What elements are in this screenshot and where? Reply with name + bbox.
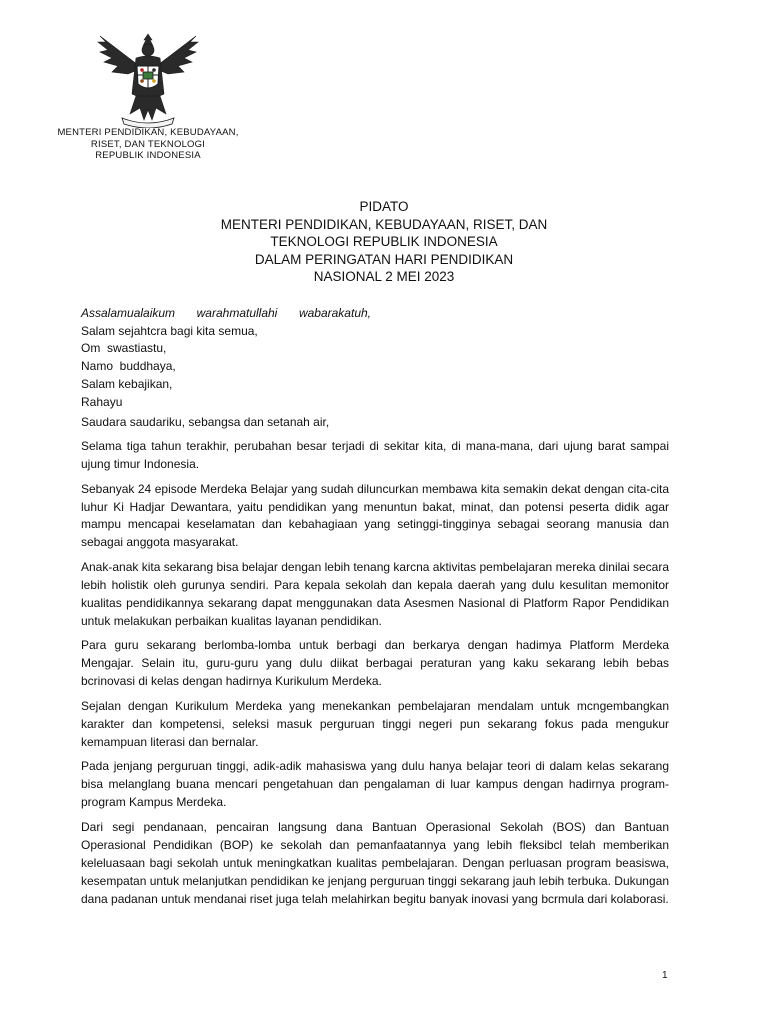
- salutation: Saudara saudariku, sebangsa dan setanah air,: [81, 415, 330, 429]
- paragraph-4: Para guru sekarang berlomba-lomba untuk berbagi dan berkarya dengan hadimya Platform Merdeka Mengajar. Selain itu, guru-guru yang dulu diikat berbagai peraturan yang kaku sekarang lebih bebas bcrinovasi di kelas dengan hadirnya Kurikulum Merdeka.: [81, 638, 669, 689]
- paragraph-3: Anak-anak kita sekarang bisa belajar dengan lebih tenang karcna aktivitas pembelajaran mereka dinilai secara lebih holistik oleh gurunya sendiri. Para kepala sekolah dan kepala daerah yang dulu kesulitan memonitor kualitas pendidikannya sekarang dapat menggunakan data Asesmen Nasional di Platform Rapor Pendidikan untuk melakukan perbaikan kualitas layanan pendidikan.: [81, 560, 669, 628]
- greeting-line-5: Rahayu: [81, 394, 123, 409]
- ministry-line-1: MENTERI PENDIDIKAN, KEBUDAYAAN,: [57, 127, 239, 138]
- title-line-5: NASIONAL 2 MEI 2023: [313, 269, 455, 284]
- greeting-line-1: Salam sejahtcra bagi kita semua,: [81, 323, 258, 338]
- title-line-4: DALAM PERINGATAN HARI PENDIDIKAN: [254, 251, 514, 267]
- title-line-1: PIDATO: [359, 199, 409, 214]
- ministry-header: [40, 127, 256, 162]
- greeting-line-3: Namo buddhaya,: [81, 359, 176, 374]
- paragraph-1: Selama tiga tahun terakhir, perubahan besar terjadi di sekitar kita, di mana-mana, dari ujung barat sampai ujung timur Indonesia.: [81, 439, 669, 471]
- greeting-word-2: warahmatullahi: [196, 306, 278, 320]
- greeting-word-3: wabarakatuh,: [298, 306, 371, 320]
- greeting-word-1: Assalamualaikum: [81, 306, 176, 320]
- paragraph-5: Sejalan dengan Kurikulum Merdeka yang menekankan pembelajaran mendalam untuk mcngembangkan karakter dan kompetensi, seleksi masuk perguruan tinggi negeri pun sekarang fokus pada mengukur kemampuan literasi dan bernalar.: [81, 698, 669, 749]
- garuda-emblem-icon: [92, 28, 204, 128]
- paragraph-7: Dari segi pendanaan, pencairan langsung dana Bantuan Operasional Sekolah (BOS) dan Bantuan Operasional Pendidikan (BOP) ke sekolah dan pemanfaatannya yang lebih fleksibcl telah memberikan keleluasaan bagi sekolah untuk meningkatkan kualitas pembelajaran. Dengan perluasan program beasiswa, kesempatan untuk melanjutkan pendidikan ke jenjang perguruan tinggi sekarang jauh lebih terbuka. Dukungan dana padanan untuk mendanai riset juga telah melahirkan begitu banyak inovasi yang bcrmula dari kolaborasi.: [81, 820, 669, 906]
- paragraph-6: Pada jenjang perguruan tinggi, adik-adik mahasiswa yang dulu hanya belajar teori di dalam kelas sekarang bisa melanglang buana mencari pengetahuan dan pengalaman di luar kampus dengan hadirnya program-program Kampus Merdeka.: [81, 759, 669, 810]
- greeting-first-line: [81, 305, 371, 323]
- paragraph-2: Sebanyak 24 episode Merdeka Belajar yang sudah diluncurkan membawa kita semakin dekat dengan cita-cita luhur Ki Hadjar Dewantara, yaitu pendidikan yang menuntun bakat, minat, dan potensi peserta didik agar mampu mencapai keselamatan dan kebahagiaan yang setinggi-tingginya sebagai seorang manusia dan sebagai anggota masyarakat.: [81, 481, 669, 550]
- greeting-line-4: Salam kebajikan,: [81, 376, 173, 391]
- ministry-line-2: RISET, DAN TEKNOLOGI: [90, 138, 206, 150]
- speech-title: [0, 198, 768, 286]
- title-line-2: MENTERI PENDIDIKAN, KEBUDAYAAN, RISET, DAN: [220, 216, 548, 232]
- greeting-line-2: Om swastiastu,: [81, 341, 167, 356]
- ministry-line-3: REPUBLIK INDONESIA: [95, 150, 201, 161]
- page-number: 1: [662, 970, 668, 981]
- speech-body: [81, 438, 669, 915]
- greetings-block: [81, 305, 381, 411]
- title-line-3: TEKNOLOGI REPUBLIK INDONESIA: [270, 234, 498, 249]
